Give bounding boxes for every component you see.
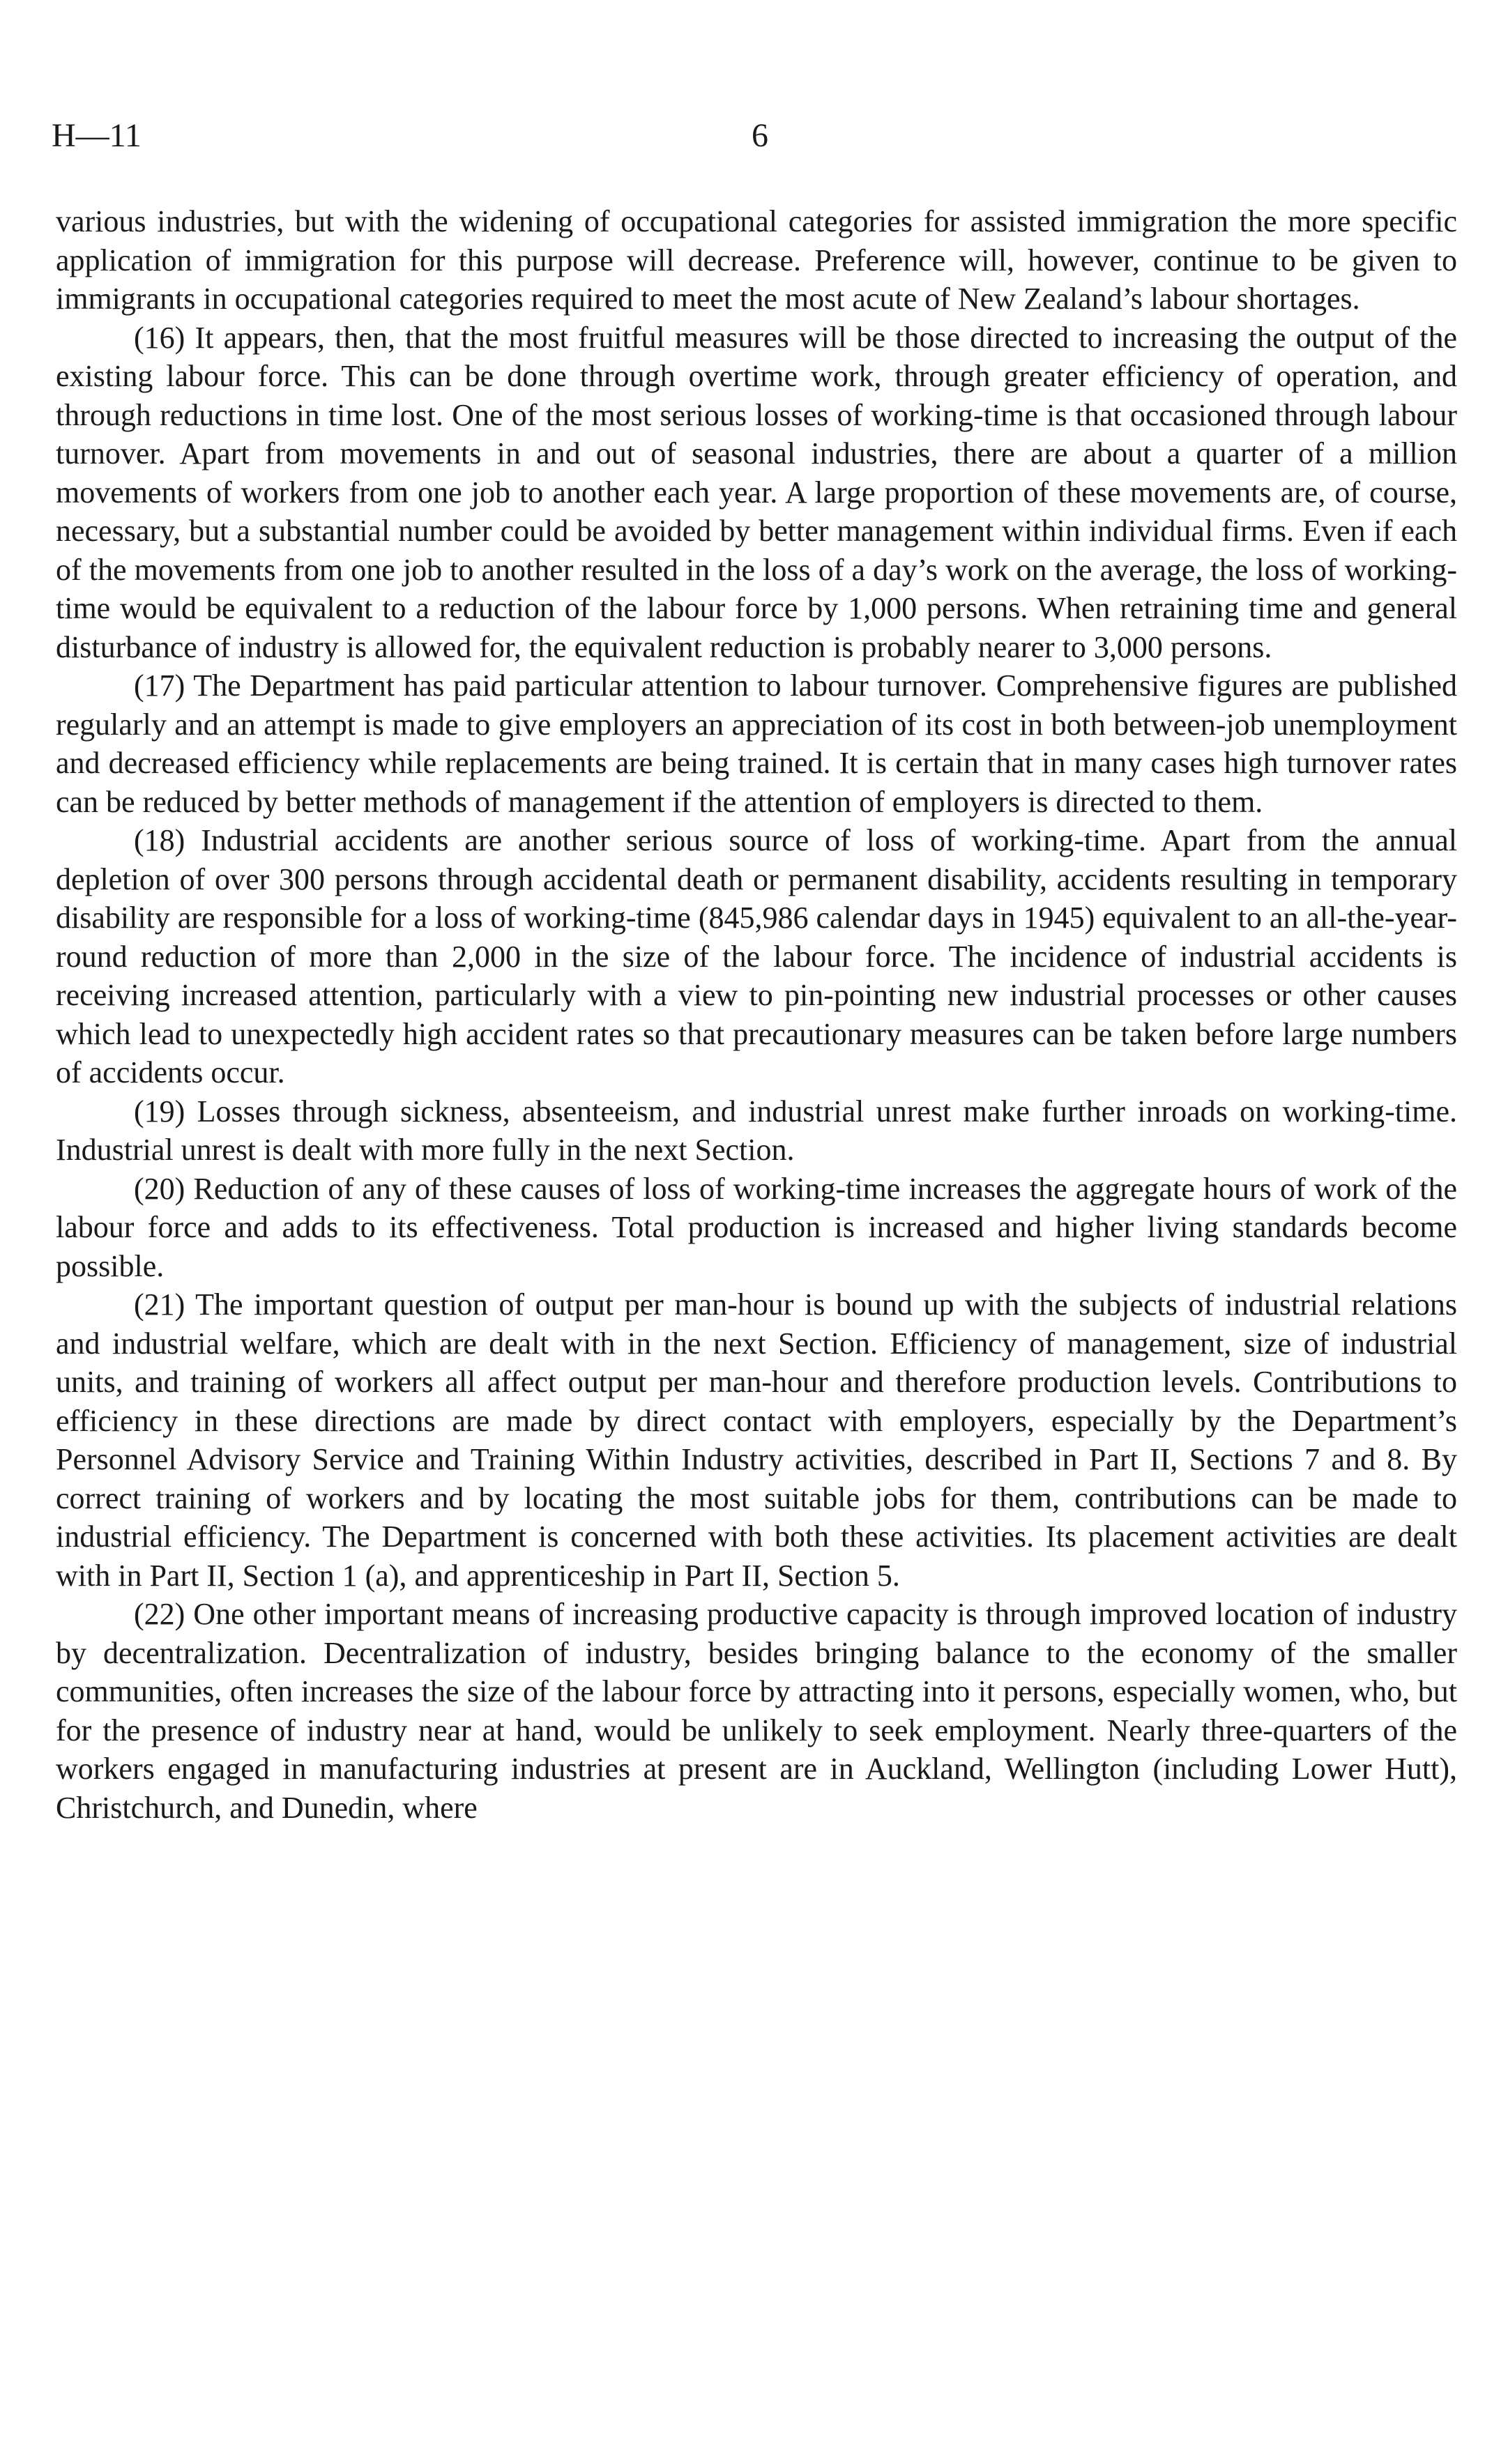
paragraph-18: (18) Industrial accidents are another serious source of loss of working-time. Apart from the annual depletion of over 300 persons through accidental death or permanent disability, accidents resulting in temporary disability are responsible for a loss of working-time (845,986 calendar days in 1945) equivalent to an all-the-year-round reduction of more than 2,000 in the size of the labour force. The incidence of industrial accidents is receiving increased attention, particularly with a view to pin-pointing new industrial processes or other causes which lead to unexpectedly high accident rates so that precautionary measures can be taken before large numbers of accidents occur. — [56, 823, 1457, 1089]
paragraph-19: (19) Losses through sickness, absenteeism, and industrial unrest make further inroads on working-time. Industrial unrest is dealt with more fully in the next Section. — [56, 1094, 1457, 1167]
page-header — [52, 112, 1460, 160]
body-text — [56, 202, 1457, 1827]
page-number: 6 — [752, 117, 768, 154]
paragraph-continuation: various industries, but with the widening of occupational categories for assisted immigration the more specific application of immigration for this purpose will decrease. Preference will, however, continue to be given to immigrants in occupational categories required to meet the most acute of New Zealand’s labour shortages. — [56, 204, 1457, 316]
paragraph-20: (20) Reduction of any of these causes of loss of working-time increases the aggregate hours of work of the labour force and adds to its effectiveness. Total production is increased and higher living standards become possible. — [56, 1171, 1457, 1283]
paragraph-17: (17) The Department has paid particular attention to labour turnover. Comprehensive figures are published regularly and an attempt is made to give employers an appreciation of its cost in both between-job unemployment and decreased efficiency while replacements are being trained. It is certain that in many cases high turnover rates can be reduced by better methods of management if the attention of employers is directed to them. — [56, 668, 1457, 819]
paragraph-16: (16) It appears, then, that the most fruitful measures will be those directed to increasing the output of the existing labour force. This can be done through overtime work, through greater efficiency of operation, and through reductions in time lost. One of the most serious losses of working-time is that occasioned through labour turnover. Apart from movements in and out of seasonal industries, there are about a quarter of a million movements of workers from one job to another each year. A large proportion of these movements are, of course, necessary, but a substantial number could be avoided by better management within individual firms. Even if each of the movements from one job to another resulted in the loss of a day’s work on the average, the loss of working-time would be equivalent to a reduction of the labour force by 1,000 persons. When retraining time and general disturbance of industry is allowed for, the equivalent reduction is probably nearer to 3,000 persons. — [56, 320, 1457, 664]
document-reference: H—11 — [52, 117, 142, 154]
paragraph-21: (21) The important question of output per man-hour is bound up with the subjects of industrial relations and industrial welfare, which are dealt with in the next Section. Efficiency of management, size of industrial units, and training of workers all affect output per man-hour and therefore production levels. Contributions to efficiency in these directions are made by direct contact with employers, especially by the Department’s Personnel Advisory Service and Training Within Industry activities, described in Part II, Sections 7 and 8. By correct training of workers and by locating the most suitable jobs for them, contributions can be made to industrial efficiency. The Department is concerned with both these activities. Its placement activities are dealt with in Part II, Section 1 (a), and apprenticeship in Part II, Section 5. — [56, 1287, 1457, 1593]
paragraph-22: (22) One other important means of increasing productive capacity is through improved location of industry by decentralization. Decentralization of industry, besides bringing balance to the economy of the smaller communities, often increases the size of the labour force by attracting into it persons, especially women, who, but for the presence of industry near at hand, would be unlikely to seek employment. Nearly three-quarters of the workers engaged in manufacturing industries at present are in Auckland, Wellington (including Lower Hutt), Christchurch, and Dunedin, where — [56, 1597, 1457, 1825]
